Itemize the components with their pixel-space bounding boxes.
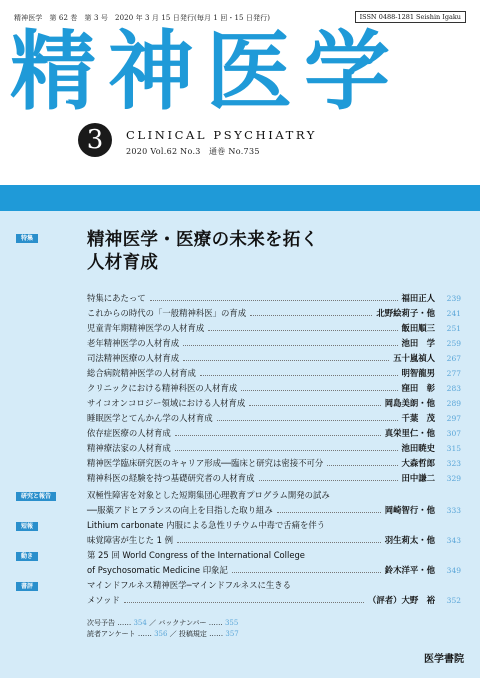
leader-dots [208, 330, 397, 331]
toc-page: 329 [446, 474, 461, 483]
section-tag-short-report: 短報 [16, 522, 38, 531]
reader-questionnaire-link[interactable]: 読者アンケート [87, 630, 136, 638]
back-number-link[interactable]: バックナンバー [158, 619, 207, 627]
toc-title: 精神医学臨床研究医のキャリア形成──臨床と研究は密接不可分 [87, 458, 324, 468]
toc-author: 窪田 彰 [401, 383, 435, 393]
toc-title: 児童青年期精神医学の人材育成 [87, 323, 205, 333]
journal-title: 精神医学 [10, 22, 402, 122]
toc-title: 睡眠医学とてんかん学の人材育成 [87, 413, 213, 423]
toc-row[interactable] [87, 352, 461, 365]
blue-band [0, 185, 480, 211]
toc-row[interactable] [87, 442, 461, 455]
toc-author: 岡崎智行・他 [384, 505, 435, 515]
leader-dots: …… [137, 630, 152, 638]
toc-page: 241 [446, 309, 461, 318]
leader-dots [277, 512, 381, 513]
footer-refs-line-2 [87, 629, 239, 639]
toc-title: サイコオンコロジー領域における人材育成 [87, 398, 246, 408]
toc-author: 明智龍男 [401, 368, 435, 378]
leader-dots [124, 602, 364, 603]
toc-title: 司法精神医療の人材育成 [87, 353, 180, 363]
toc-row[interactable] [87, 307, 461, 320]
toc-page: 289 [446, 399, 461, 408]
feature-title-line-2: 人材育成 [87, 253, 159, 273]
toc-row[interactable] [87, 534, 461, 547]
toc-page: 315 [446, 444, 461, 453]
next-issue-page: 354 [133, 619, 147, 627]
toc-page: 307 [446, 429, 461, 438]
toc-page: 259 [446, 339, 461, 348]
separator: ／ [169, 630, 177, 638]
toc-title: 味覚障害が生じた 1 例 [87, 535, 174, 545]
toc-page: 297 [446, 414, 461, 423]
back-number-page: 355 [224, 619, 239, 627]
section-tag-book-review: 書評 [16, 582, 38, 591]
toc-page: 239 [446, 294, 461, 303]
toc-author: 池田暁史 [401, 443, 435, 453]
feature-title-line-1: 精神医学・医療の未来を拓く [87, 230, 319, 250]
leader-dots: …… [208, 619, 223, 627]
toc-title: これからの時代の「一般精神科医」の育成 [87, 308, 247, 318]
toc-title: メソッド [87, 595, 120, 605]
toc-row[interactable] [87, 337, 461, 350]
toc-author: 大森哲郎 [401, 458, 435, 468]
toc-row[interactable] [87, 472, 461, 485]
toc-title: 依存症医療の人材育成 [87, 428, 171, 438]
toc-page: 283 [446, 384, 461, 393]
toc-row[interactable] [87, 367, 461, 380]
feature-tag: 特集 [16, 234, 38, 243]
toc-title-line[interactable]: 第 25 回 World Congress of the International College [87, 550, 305, 560]
toc-author: 羽生莉太・他 [384, 535, 435, 545]
toc-author: 福田正人 [401, 293, 435, 303]
toc-title-line[interactable]: Lithium carbonate 内服による急性リチウム中毒で舌痛を伴う [87, 520, 326, 530]
toc-row[interactable] [87, 457, 461, 470]
leader-dots [232, 572, 381, 573]
toc-title-line[interactable]: マインドフルネス精神医学─マインドフルネスに生きる [87, 580, 292, 590]
toc-row[interactable] [87, 382, 461, 395]
toc-author: 岡島美朗・他 [384, 398, 435, 408]
issn-box: ISSN 0488-1281 Seishin Igaku [355, 11, 466, 23]
toc-author: 鈴木洋平・他 [384, 565, 435, 575]
leader-dots [259, 480, 398, 481]
toc-title: of Psychosomatic Medicine 印象記 [87, 565, 228, 575]
toc-page: 333 [446, 506, 461, 515]
leader-dots [183, 345, 397, 346]
toc-row[interactable] [87, 292, 461, 305]
leader-dots: …… [209, 630, 224, 638]
leader-dots: …… [117, 619, 132, 627]
next-issue-link[interactable]: 次号予告 [87, 619, 115, 627]
volume-line: 2020 Vol.62 No.3 通巻 No.735 [126, 147, 260, 156]
leader-dots [250, 315, 372, 316]
toc-author: 千葉 茂 [401, 413, 435, 423]
leader-dots [183, 360, 389, 361]
toc-row[interactable] [87, 504, 461, 517]
toc-author: 真栄里仁・他 [384, 428, 435, 438]
issue-meta: 精神医学 第 62 巻 第 3 号 2020 年 3 月 15 日発行(毎月 1 回・15 日発行) [14, 14, 271, 22]
footer-refs-line-1 [87, 618, 238, 628]
toc-author: 飯田順三 [401, 323, 435, 333]
toc-page: 352 [446, 596, 461, 605]
journal-english-title: CLINICAL PSYCHIATRY [126, 128, 317, 142]
toc-title: 老年精神医学の人材育成 [87, 338, 180, 348]
reader-questionnaire-page: 356 [154, 630, 168, 638]
section-tag-research: 研究と報告 [16, 492, 56, 501]
toc-title: 特集にあたって [87, 293, 146, 303]
leader-dots [200, 375, 398, 376]
publisher-name: 医学書院 [424, 654, 464, 665]
toc-page: 251 [446, 324, 461, 333]
leader-dots [177, 542, 381, 543]
separator: ／ [149, 619, 157, 627]
toc-author: （評者）大野 裕 [368, 595, 435, 605]
leader-dots [150, 300, 398, 301]
leader-dots [249, 405, 381, 406]
toc-row[interactable] [87, 412, 461, 425]
toc-page: 277 [446, 369, 461, 378]
toc-row[interactable] [87, 397, 461, 410]
leader-dots [327, 465, 397, 466]
toc-title: 精神科医の経験を持つ基礎研究者の人材育成 [87, 473, 255, 483]
toc-title-line[interactable]: 双極性障害を対象とした短期集団心理教育プログラム開発の試み [87, 490, 330, 500]
leader-dots [175, 435, 381, 436]
toc-row[interactable] [87, 322, 461, 335]
toc-title: 精神療法家の人材育成 [87, 443, 171, 453]
issue-number-badge: 3 [78, 123, 112, 157]
submission-rules-page: 357 [225, 630, 239, 638]
toc-page: 267 [446, 354, 461, 363]
toc-title: クリニックにおける精神科医の人材育成 [87, 383, 238, 393]
toc-author: 北野絵莉子・他 [376, 308, 435, 318]
feature-title [87, 229, 318, 275]
toc-author: 田中謙二 [401, 473, 435, 483]
toc-author: 池田 学 [401, 338, 435, 348]
toc-title: 総合病院精神医学の人材育成 [87, 368, 196, 378]
section-tag-news: 動き [16, 552, 38, 561]
toc-row[interactable] [87, 594, 461, 607]
toc-page: 349 [446, 566, 461, 575]
toc-title: ──服薬アドヒアランスの向上を目指した取り組み [87, 505, 273, 515]
toc-page: 323 [446, 459, 461, 468]
leader-dots [241, 390, 397, 391]
toc-row[interactable] [87, 427, 461, 440]
toc-row[interactable] [87, 564, 461, 577]
submission-rules-link[interactable]: 投稿規定 [178, 630, 207, 638]
toc-page: 343 [446, 536, 461, 545]
toc-author: 五十嵐禎人 [393, 353, 435, 363]
leader-dots [175, 450, 398, 451]
leader-dots [217, 420, 398, 421]
